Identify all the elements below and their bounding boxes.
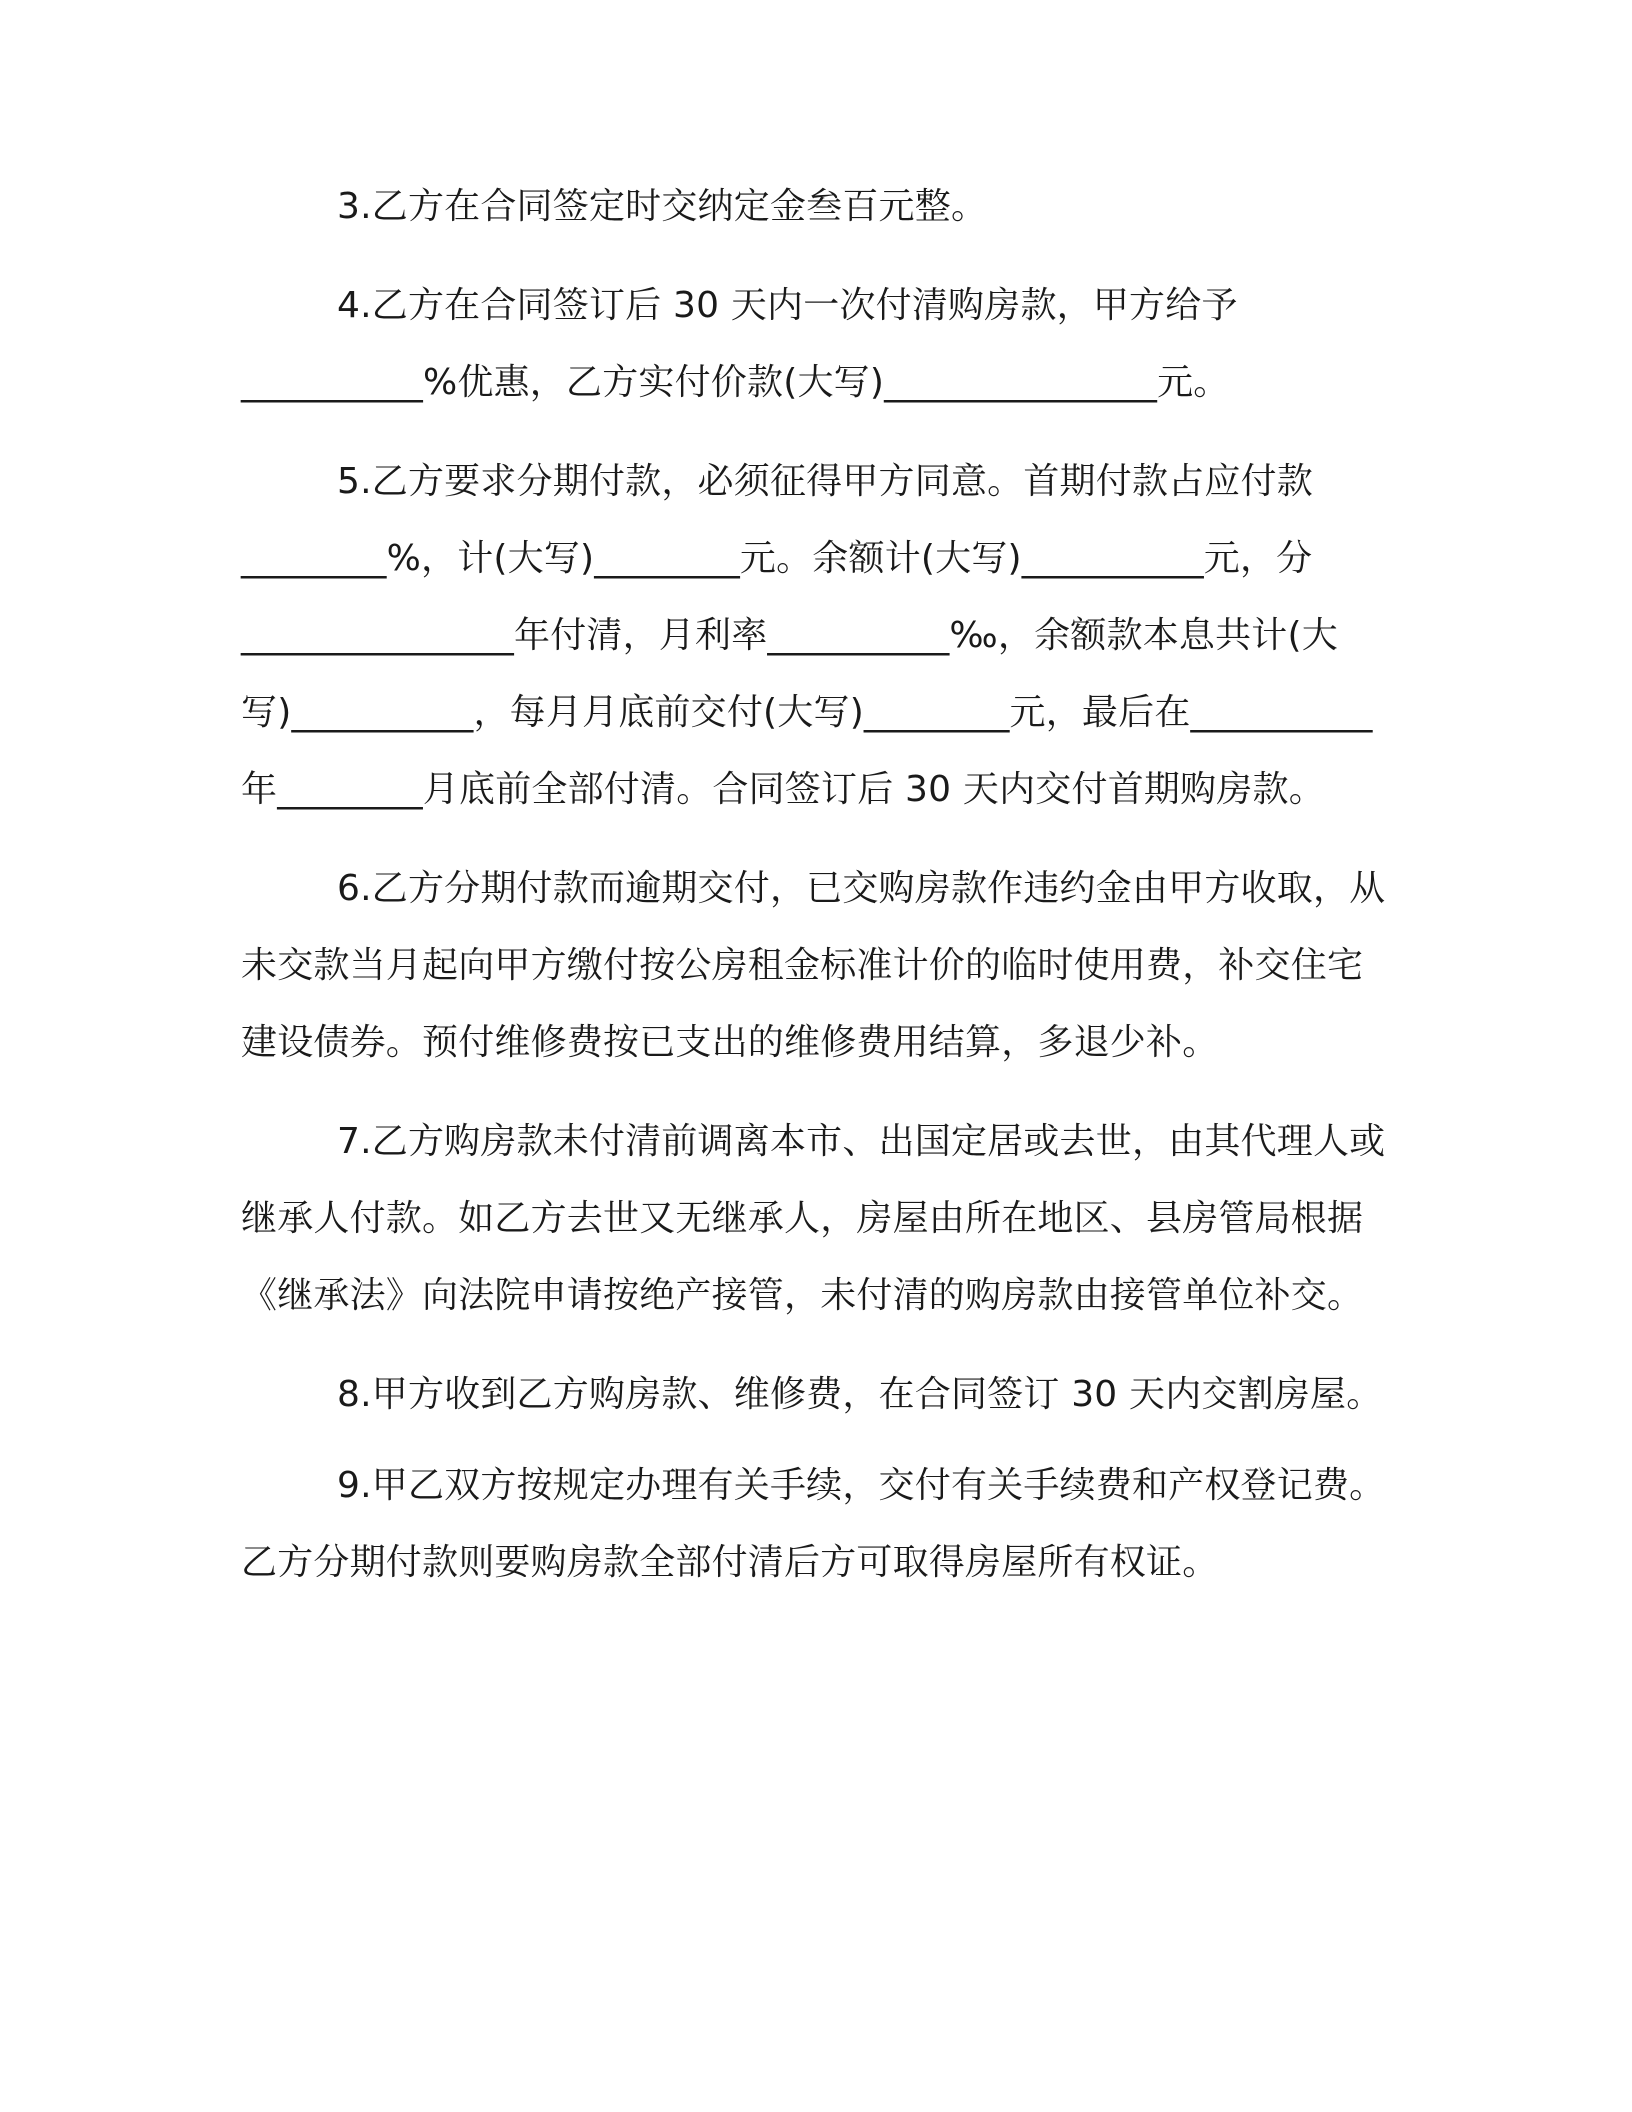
contract-page xyxy=(241,168,1391,1623)
clause-9: 9.甲乙双方按规定办理有关手续，交付有关手续费和产权登记费。乙方分期付款则要购房款全部付清后方可取得房屋所有权证。 xyxy=(241,1465,1386,1583)
clause-5: 5.乙方要求分期付款，必须征得甲方同意。首期付款占应付款________%，计(大写)________元。余额计(大写)__________元，分_______________年付清，月利率__________‰，余额款本息共计(大写)__________，每月月底前交付(大写)________元，最后在__________年________月底前全部付清。合同签订后 30 天内交付首期购房款。 xyxy=(241,461,1373,810)
clause-7: 7.乙方购房款未付清前调离本市、出国定居或去世，由其代理人或继承人付款。如乙方去世又无继承人，房屋由所在地区、县房管局根据《继承法》向法院申请按绝产接管，未付清的购房款由接管单位补交。 xyxy=(241,1121,1386,1316)
clause-3: 3.乙方在合同签定时交纳定金叁百元整。 xyxy=(337,186,988,227)
clause-6: 6.乙方分期付款而逾期交付，已交购房款作违约金由甲方收取，从未交款当月起向甲方缴付按公房租金标准计价的临时使用费，补交住宅建设债券。预付维修费按已支出的维修费用结算，多退少补。 xyxy=(241,868,1386,1063)
clause-8: 8.甲方收到乙方购房款、维修费，在合同签订 30 天内交割房屋。 xyxy=(337,1374,1383,1415)
clause-4: 4.乙方在合同签订后 30 天内一次付清购房款，甲方给予__________%优惠，乙方实付价款(大写)_______________元。 xyxy=(241,285,1238,403)
